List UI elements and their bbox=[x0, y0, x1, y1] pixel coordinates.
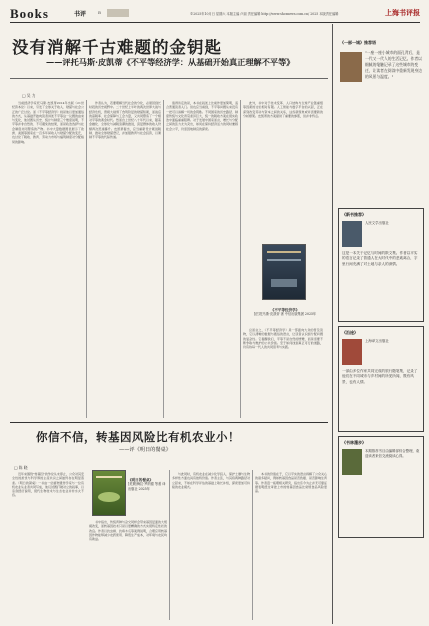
masthead-edition: B bbox=[98, 10, 101, 15]
article2-column-4: 本书的价值在于，它以平实的语言拆解了公众关心的诸多疑问，例如转基因食品是否致癌、是否影响生育等。作者逐一梳理相关研究，指出迄今为止并无可靠证据表明经过审批上市的转基因食品比常规食品风险更高。 bbox=[255, 472, 327, 494]
book-caption: 《明日的餐桌》 [美]帕梅拉·罗纳德 等著 译 出版社 2025年 bbox=[128, 478, 166, 491]
sidebar-box-title: 《新书推荐》 bbox=[342, 212, 366, 217]
sidebar-box-title: 《书林漫步》 bbox=[342, 440, 366, 445]
sidebar-book-image bbox=[340, 52, 362, 82]
sidebar-quote: "一座一座小城市的面孔背后，是一代又一代人的生活记忆。作者以细腻的笔触记录了这些城市的变迁，让读者在阅读中重新发现身边的风景与温度。" bbox=[365, 50, 422, 79]
title-rule bbox=[10, 78, 328, 79]
masthead-barcode bbox=[107, 9, 129, 17]
article2-byline: □ 陈 晓 bbox=[14, 465, 28, 470]
article2-column-2: 书中指出，传统育种与杂交同样会带来基因层面的大规模改变，而转基因技术只是以更精确的方式实现特定性状的改良。作者以抗虫棉、抗病木瓜等案例说明，合理应用转基因作物能够减少农药使用、降低生产成本，对环境与农民均有助益。 bbox=[89, 520, 167, 542]
sidebar-divider bbox=[332, 24, 333, 624]
sidebar-box-1 bbox=[338, 208, 424, 322]
article2-column-3: 与此同时，有机农业在减少化学投入、保护土壤与生物多样性方面也具有独特价值。作者主张，与其将两种路径对立起来，不如在科学评估的基础上取长补短，探索更加可持续的农业模式。 bbox=[172, 472, 250, 489]
book-cover-image bbox=[92, 470, 126, 516]
article2-column-1: 近年来围绕"转基因"的争论从未停止，公众对其安全性的担忧与科学界的主流共识之间始终存在明显落差。《明日的餐桌》一书由一位植物遗传学家与一位有机农业从业者共同写成，他们试图打破对立的叙事，以亲身经历说明，现代生物技术与生态农业并非水火不容。 bbox=[12, 472, 84, 498]
article2-title: 你信不信，转基因风险比有机农业小！ bbox=[36, 430, 240, 444]
book-cover-image bbox=[262, 244, 306, 300]
article1-column-4: 此外，书中对于技术变革、人口结构与全球产业链重组等因素的讨论相对有限。人工智能与数字平台的兴起，正在深刻改变劳动与资本之间的关系，这些新现象或许需要新的分析框架。皮凯蒂的方案提供了重要的参照，但并非终点。 bbox=[243, 101, 323, 118]
sidebar-box-subtitle: 上海译文出版社 bbox=[365, 339, 389, 343]
sidebar-book-image bbox=[342, 221, 362, 247]
article1-title: 没有消解千古难题的金钥匙 bbox=[12, 38, 222, 57]
sidebar-box-text: 一部由多位作家共同完成的旅行随笔集，记录了他们在不同城市与乡村间的所见所闻，既有风景，也有人情。 bbox=[342, 369, 418, 384]
article1-column-5: 总而言之，《不平等经济学》是一部面向大众的普及读物，它以清晰的数据与通俗的语言，让读者认识到分配问题的复杂性。它提醒我们，平等不是自然的馈赠，而是需要不断争取与维护的公共价值。至于如何找到真正可行的道路，仍有待每一代人的共同思考与实践。 bbox=[243, 328, 323, 350]
masthead-paper-name: 上海书评报 bbox=[385, 8, 420, 17]
column-divider bbox=[163, 100, 164, 418]
sidebar-title: 《一部一城》推荐语 bbox=[340, 40, 376, 45]
sidebar-box-2 bbox=[338, 326, 424, 432]
sidebar-book-image bbox=[342, 339, 362, 365]
column-divider bbox=[86, 100, 87, 418]
article2-subtitle: ——评《明日的餐桌》 bbox=[119, 447, 171, 453]
section-divider bbox=[10, 422, 328, 423]
sidebar-box-title: 《沿途》 bbox=[342, 330, 358, 335]
masthead-section: 书评 bbox=[74, 11, 87, 18]
column-divider bbox=[169, 470, 170, 620]
sidebar-box-text: 这是一本关于记忆与时间的散文集。作者以平实的语言记录了普通人在大时代中的悲欢离合，字里行间充满了对土地与亲人的深情。 bbox=[342, 251, 418, 266]
sidebar-box-subtitle: 人民文学出版社 bbox=[365, 221, 389, 225]
masthead-info: ©2025年10月日 星期六 本版主编 卢丽 责任编辑 http://www.shcsnews.com.cn/ 2025 本版责任编辑 bbox=[190, 12, 339, 16]
article1-byline: □ 吴 力 bbox=[22, 93, 36, 98]
masthead-brand: Books bbox=[10, 6, 49, 21]
book-caption: 《不平等经济学》 [法]托马斯·皮凯蒂 著 中信出版集团 2025年 bbox=[253, 308, 317, 317]
article1-subtitle: ——评托马斯·皮凯蒂《不平等经济学：从基础开始真正理解不平等》 bbox=[46, 57, 295, 67]
sidebar-box-text: 本期推荐书目由编辑部综合整理，欢迎读者来信交流阅读心得。 bbox=[365, 449, 420, 458]
column-divider bbox=[240, 100, 241, 418]
sidebar-book-image bbox=[342, 449, 362, 475]
article1-column-1: 当前经济学家托马斯·皮凯蒂2014年出版《21世纪资本论》以来，引发了全球关于收入、财富与社会公正的广泛讨论。而《不平等经济学》则是他以更加通俗的方式，从基础开始向读者讲述不平等这一议题的由来与变化，他试图从历史、统计与制度三个维度说明，不平等并非自然的、不可避免的结果，而是政治选择与社会制度共同塑造的产物。书中大量数据图表展示了欧洲、美国等国家在一百多年间收入与财富分配的变迁，也讨论了税收、教育、劳动力市场与福利制度对分配格局的影响。 bbox=[12, 101, 84, 144]
sidebar-box-3 bbox=[338, 436, 424, 538]
article1-column-3: 值得肯定的是，本书在叙述上比前作更加简明，适合普通读者入门。但也应当看到，不平等问题从来没有一把可以消解一切的金钥匙。不同国家的历史路径、制度传统与文化背景差异巨大，统一的税收方案在现实政治中面临重重阻碍。对于发展中国家而言，增长与分配之间的张力尤为突出，如何在保持经济活力的同时兼顾社会公平，仍需因地制宜的探索。 bbox=[166, 101, 238, 131]
column-divider bbox=[252, 470, 253, 620]
masthead bbox=[10, 6, 420, 23]
article1-column-2: 作者认为，若要理解当代社会的分化，必须回到长时段的历史视野中。二十世纪上半叶的两次世界大战与经济危机，曾极大削弱了食利阶层的财富积累，而战后的高税率、社会保障与工会力量，又共同塑造了一个相对平等的黄金时代。然而自上世纪八十年代以来，随着金融化、全球化与减税浪潮的推进，顶层群体的收入份额再次迅速攀升。皮凯蒂提出，应当重新设计累进税制、推动全球财富登记，并加强教育与社会投资，以遏制不平等的代际传递。 bbox=[89, 101, 161, 140]
